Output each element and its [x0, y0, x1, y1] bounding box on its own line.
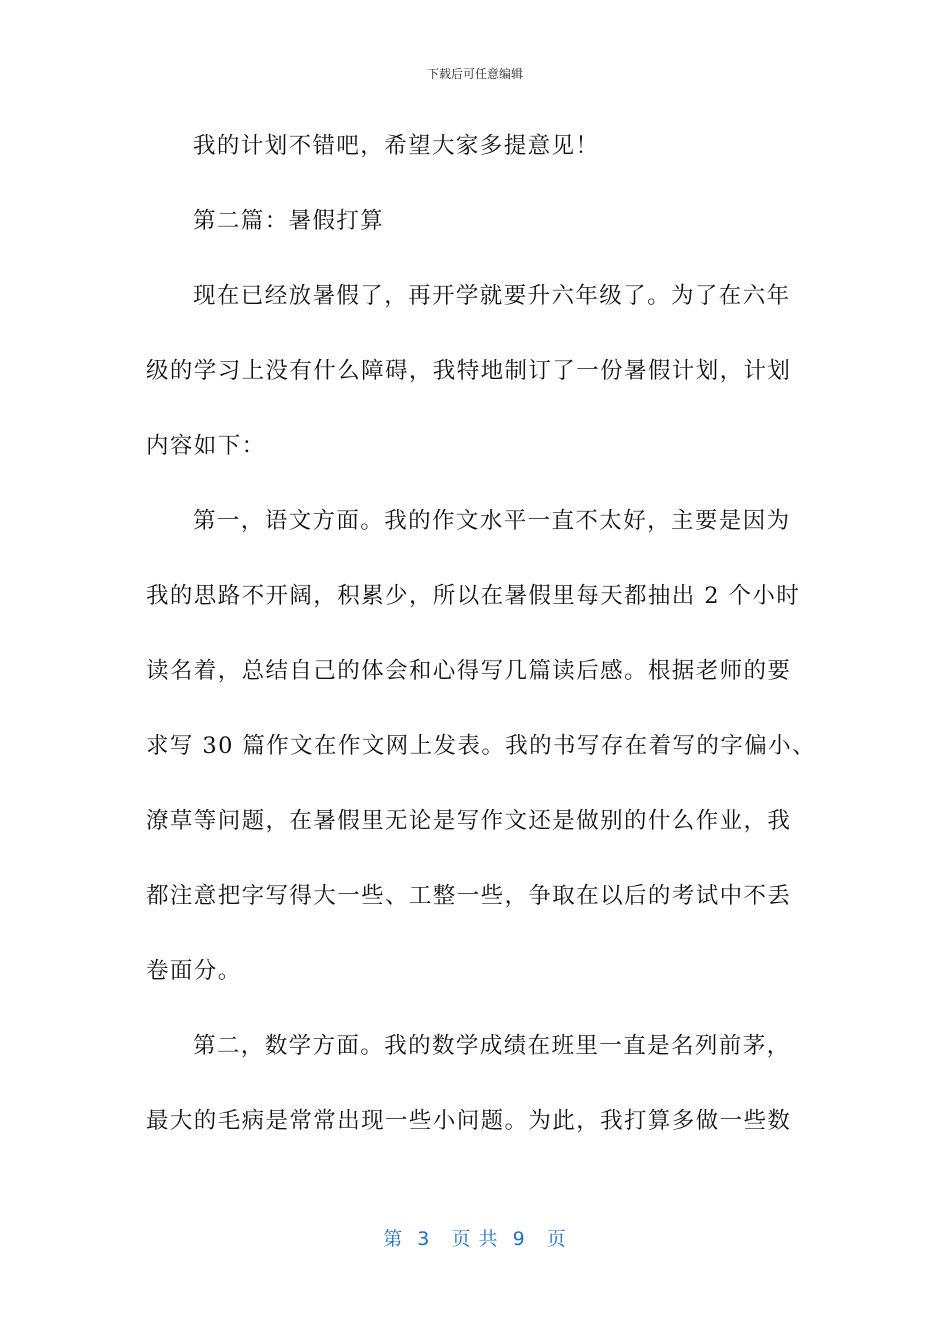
paragraph-intro: [146, 278, 794, 465]
text-line: 第二，数学方面。我的数学成绩在班里一直是名列前茅，: [193, 1033, 791, 1059]
text-line: 第一，语文方面。我的作文水平一直不太好，主要是因为: [193, 508, 791, 534]
document-body: [146, 128, 816, 1140]
page-header: 下载后可任意编辑: [426, 67, 523, 81]
text-line: 现在已经放暑假了，再开学就要升六年级了。为了在六年: [193, 283, 791, 309]
paragraph-chinese: [146, 503, 816, 990]
text-line: 我的计划不错吧，希望大家多提意见！: [193, 133, 600, 159]
page-number: 第 3 页 共 9 页: [383, 1228, 567, 1250]
text-line: 第二篇：暑假打算: [193, 208, 385, 234]
text-line: 潦草等问题，在暑假里无论是写作文还是做别的什么作业，我: [146, 808, 792, 834]
text-line: 都注意把字写得大一些、工整一些，争取在以后的考试中不丢: [146, 883, 792, 909]
text-line: 我的思路不开阔，积累少，所以在暑假里每天都抽出 2 个小时: [146, 583, 801, 609]
text-line: 内容如下：: [146, 433, 266, 459]
page-footer: [0, 1227, 950, 1251]
text-line: 读名着，总结自己的体会和心得写几篇读后感。根据老师的要: [146, 658, 792, 684]
text-line: 最大的毛病是常常出现一些小问题。为此，我打算多做一些数: [146, 1108, 792, 1134]
text-line: 求写 30 篇作文在作文网上发表。我的书写存在着写的字偏小、: [146, 733, 816, 759]
section-heading: [146, 203, 794, 240]
paragraph-math: [146, 1028, 794, 1140]
paragraph-closing: [146, 128, 794, 165]
text-line: 级的学习上没有什么障碍，我特地制订了一份暑假计划，计划: [146, 358, 792, 384]
text-line: 卷面分。: [146, 958, 242, 984]
